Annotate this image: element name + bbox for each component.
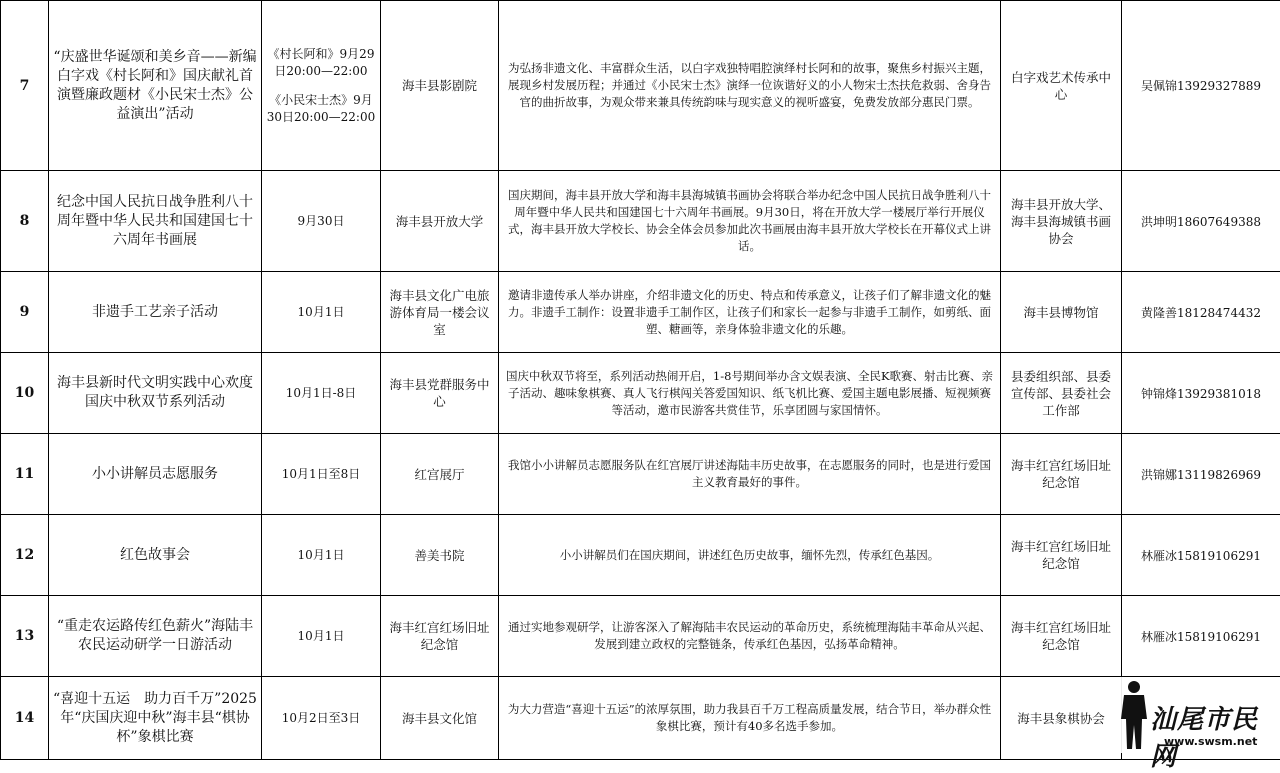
row-number: 10 <box>1 353 49 434</box>
content-text: 为弘扬非遗文化、丰富群众生活，以白字戏独特唱腔演绎村长阿和的故事，聚焦乡村振兴主题，展现乡村发展历程；并通过《小民宋士杰》演绎一位诙谐好义的小人物宋士杰扶危救弱、舍身告官的曲折故事，为观众带来兼具传统韵味与现实意义的视听盛宴，免费发放部分惠民门票。 <box>503 60 996 111</box>
activity-content <box>499 434 1001 515</box>
time-line: 《小民宋士杰》9月30日20:00—22:00 <box>266 92 376 126</box>
watermark-url: www.swsm.net <box>1164 735 1257 748</box>
time-line: 10月2日至3日 <box>266 710 376 727</box>
time-line: 10月1日 <box>266 628 376 645</box>
row-number: 11 <box>1 434 49 515</box>
time-line: 9月30日 <box>266 213 376 230</box>
content-text: 通过实地参观研学，让游客深入了解海陆丰农民运动的革命历史，系统梳理海陆丰革命从兴起、发展到建立政权的完整链条，传承红色基因，弘扬革命精神。 <box>503 619 996 653</box>
contact-person: 洪锦娜13119826969 <box>1122 434 1280 515</box>
table-row <box>1 272 1280 353</box>
contact-person: 洪坤明18607649388 <box>1122 171 1280 272</box>
watermark-text: 汕尾市民网 <box>1150 699 1274 773</box>
activity-name: “重走农运路传红色薪火”海陆丰农民运动研学一日游活动 <box>49 596 262 677</box>
content-text: 国庆期间，海丰县开放大学和海丰县海城镇书画协会将联合举办纪念中国人民抗日战争胜利八十周年暨中华人民共和国建国七十六周年书画展。9月30日，将在开放大学一楼展厅举行开展仪式，海丰县开放大学校长、协会全体会员参加此次书画展由海丰县开放大学校长在开幕仪式上讲话。 <box>503 187 996 255</box>
time-line: 10月1日 <box>266 304 376 321</box>
organizer: 海丰红宫红场旧址纪念馆 <box>1001 596 1122 677</box>
activity-name: 海丰县新时代文明实践中心欢度国庆中秋双节系列活动 <box>49 353 262 434</box>
activity-content <box>499 515 1001 596</box>
activity-time <box>262 272 381 353</box>
activity-content <box>499 596 1001 677</box>
contact-person: 吴佩锦13929327889 <box>1122 1 1280 171</box>
table-row <box>1 515 1280 596</box>
time-line: 10月1日-8日 <box>266 385 376 402</box>
organizer: 县委组织部、县委宣传部、县委社会工作部 <box>1001 353 1122 434</box>
activity-time <box>262 1 381 171</box>
activity-time <box>262 515 381 596</box>
activity-venue: 海丰县文化馆 <box>381 677 499 760</box>
row-number: 13 <box>1 596 49 677</box>
activity-venue: 红宫展厅 <box>381 434 499 515</box>
time-line: 10月1日至8日 <box>266 466 376 483</box>
organizer: 海丰县象棋协会 <box>1001 677 1122 760</box>
activity-venue: 海丰县党群服务中心 <box>381 353 499 434</box>
contact-person: 林雁冰15819106291 <box>1122 515 1280 596</box>
content-text: 小小讲解员们在国庆期间，讲述红色历史故事，缅怀先烈，传承红色基因。 <box>503 547 996 564</box>
activity-content <box>499 272 1001 353</box>
table-row <box>1 677 1280 760</box>
row-number: 9 <box>1 272 49 353</box>
activity-time <box>262 596 381 677</box>
activity-content <box>499 677 1001 760</box>
contact-person: 林雁冰15819106291 <box>1122 596 1280 677</box>
activity-name: 红色故事会 <box>49 515 262 596</box>
activity-time <box>262 434 381 515</box>
row-number: 14 <box>1 677 49 760</box>
content-text: 国庆中秋双节将至，系列活动热闹开启，1-8号期间举办含文娱表演、全民K歌赛、射击比赛、亲子活动、趣味象棋赛、真人飞行棋闯关答爱国知识、纸飞机比赛、爱国主题电影展播、短视频赛等活动，邀市民游客共赏佳节，乐享团圆与家国情怀。 <box>503 368 996 419</box>
activity-content <box>499 1 1001 171</box>
contact-person: 钟锦烽13929381018 <box>1122 353 1280 434</box>
activity-venue: 海丰县文化广电旅游体育局一楼会议室 <box>381 272 499 353</box>
activity-content <box>499 353 1001 434</box>
content-text: 我馆小小讲解员志愿服务队在红宫展厅讲述海陆丰历史故事，在志愿服务的同时，也是进行爱国主义教育最好的事件。 <box>503 457 996 491</box>
row-number: 12 <box>1 515 49 596</box>
time-spacer <box>266 80 376 92</box>
activity-time <box>262 353 381 434</box>
table-row <box>1 1 1280 171</box>
organizer: 白字戏艺术传承中心 <box>1001 1 1122 171</box>
organizer: 海丰红宫红场旧址纪念馆 <box>1001 434 1122 515</box>
organizer: 海丰红宫红场旧址纪念馆 <box>1001 515 1122 596</box>
table-row <box>1 434 1280 515</box>
time-line: 10月1日 <box>266 547 376 564</box>
table-row <box>1 353 1280 434</box>
activity-venue: 海丰县影剧院 <box>381 1 499 171</box>
site-watermark <box>1114 677 1274 753</box>
activity-venue: 海丰县开放大学 <box>381 171 499 272</box>
activity-name: 非遗手工艺亲子活动 <box>49 272 262 353</box>
table-row <box>1 171 1280 272</box>
row-number: 8 <box>1 171 49 272</box>
activity-content <box>499 171 1001 272</box>
contact-person: 黄隆善18128474432 <box>1122 272 1280 353</box>
table-row <box>1 596 1280 677</box>
row-number: 7 <box>1 1 49 171</box>
organizer: 海丰县开放大学、海丰县海城镇书画协会 <box>1001 171 1122 272</box>
activity-name: 小小讲解员志愿服务 <box>49 434 262 515</box>
activity-name: 纪念中国人民抗日战争胜利八十周年暨中华人民共和国建国七十六周年书画展 <box>49 171 262 272</box>
activity-venue: 海丰红宫红场旧址纪念馆 <box>381 596 499 677</box>
content-text: 为大力营造“喜迎十五运”的浓厚氛围，助力我县百千万工程高质量发展，结合节日，举办群众性象棋比赛，预计有40多名选手参加。 <box>503 701 996 735</box>
organizer: 海丰县博物馆 <box>1001 272 1122 353</box>
activity-name: “喜迎十五运 助力百千万”2025年“庆国庆迎中秋”海丰县“棋协杯”象棋比赛 <box>49 677 262 760</box>
activity-time <box>262 677 381 760</box>
activity-time <box>262 171 381 272</box>
activity-name: “庆盛世华诞颂和美乡音——新编白字戏《村长阿和》国庆献礼首演暨廉政题材《小民宋士杰》公益演出”活动 <box>49 1 262 171</box>
person-silhouette-icon <box>1116 679 1152 751</box>
table-body <box>1 1 1280 760</box>
time-line: 《村长阿和》9月29日20:00—22:00 <box>266 46 376 80</box>
content-text: 邀请非遗传承人举办讲座，介绍非遗文化的历史、特点和传承意义，让孩子们了解非遗文化的魅力。非遗手工制作：设置非遗手工制作区，让孩子们和家长一起参与非遗手工制作，如剪纸、面塑、糖画等，亲身体验非遗文化的乐趣。 <box>503 287 996 338</box>
activity-venue: 善美书院 <box>381 515 499 596</box>
